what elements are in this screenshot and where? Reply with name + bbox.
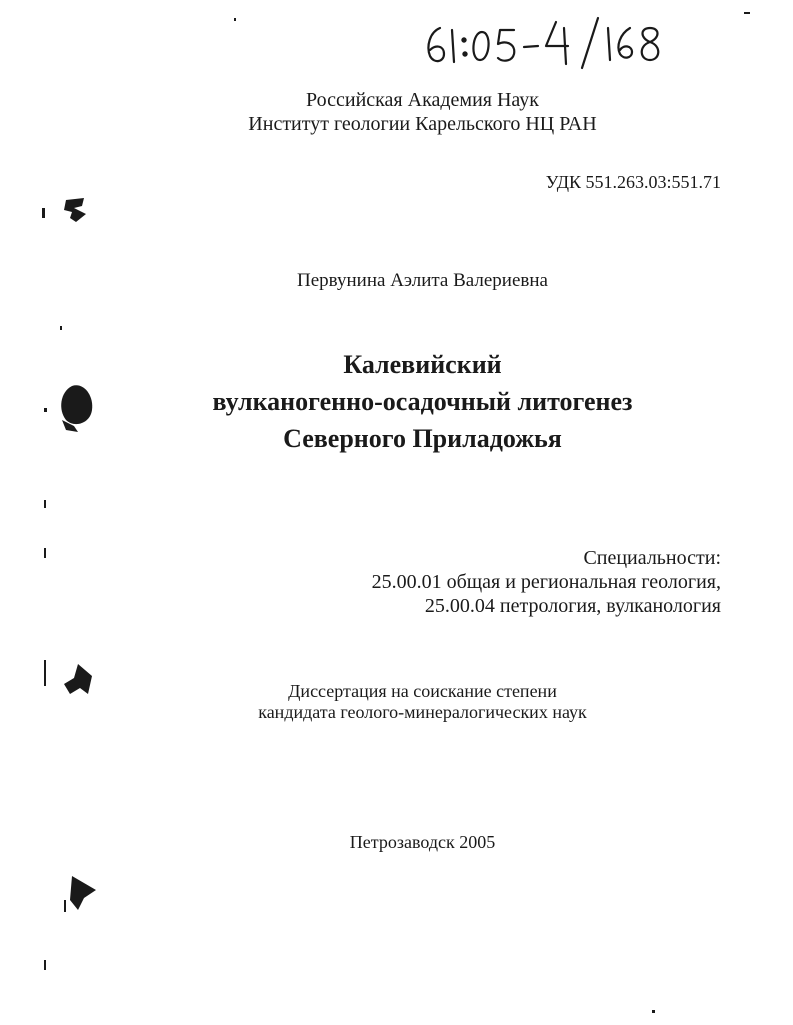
udk-code: УДК 551.263.03:551.71 [545,172,721,192]
dissertation-line1: Диссертация на соискание степени [288,681,557,701]
artifact-dot-4 [744,12,750,14]
artifact-dot-1 [42,208,45,218]
organization-line2: Институт геологии Карельского НЦ РАН [248,113,597,135]
artifact-dot-6 [60,326,62,330]
specialties-heading: Специальности: [583,547,721,569]
author-name: Первунина Аэлита Валериевна [297,270,548,291]
title-line3: Северного Приладожья [283,424,562,453]
artifact-dot-3 [234,18,236,21]
handwritten-mark-image [418,14,668,70]
specialty-item-1: 25.00.01 общая и региональная геология, [371,571,721,593]
title-line2: вулканогенно-осадочный литогенез [212,387,633,416]
artifact-mark-4 [70,876,96,910]
dissertation-line2: кандидата геолого-минералогических наук [258,702,587,722]
handwritten-archive-mark [418,14,668,70]
title-line1: Калевийский [343,350,502,379]
artifact-tick-4 [44,548,46,558]
organization-line1: Российская Академия Наук [305,89,540,111]
artifact-mark-1 [64,198,86,222]
city-year: Петрозаводск 2005 [349,832,496,852]
artifact-tick-3 [44,500,46,508]
artifact-tick-2 [64,900,66,912]
artifact-dot-5 [652,1010,655,1013]
specialty-item-2: 25.00.04 петрология, вулканология [424,595,721,617]
artifact-tick-5 [44,960,46,970]
